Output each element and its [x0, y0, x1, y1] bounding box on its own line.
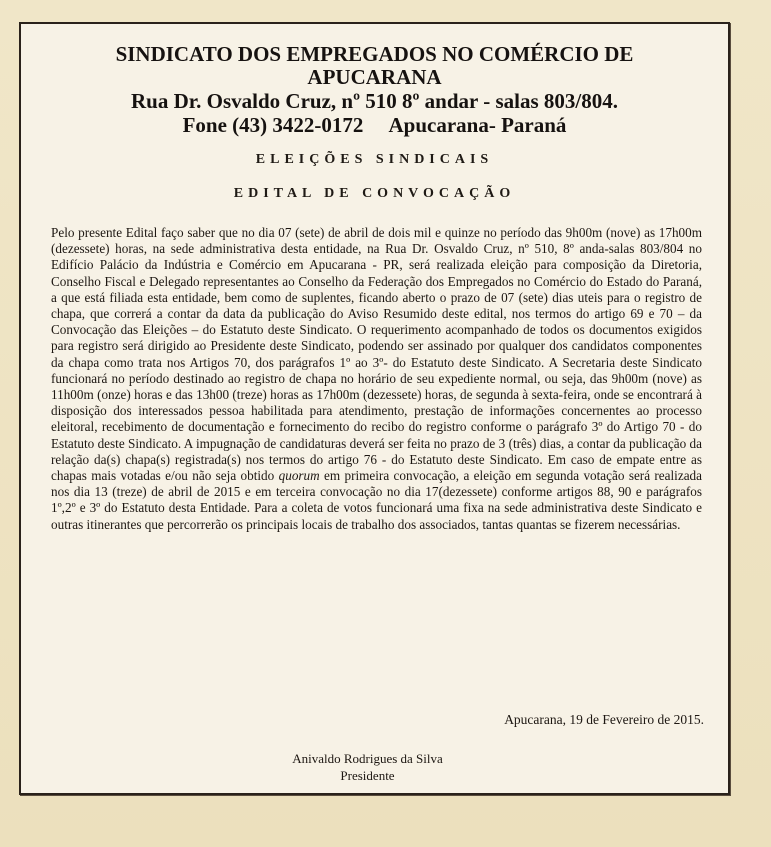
notice-box [19, 22, 730, 795]
union-phone-city: Fone (43) 3422-0172 Apucarana- Paraná [182, 113, 567, 137]
body-text-part2: em primeira convocação, a eleição em segunda votação será realizada nos dia 13 (treze) de abril de 2015 e em terceira convocação no dia 17(dezessete) conforme artigos 88, 90 e parágrafos 1º,2º e 3º do Estatuto desta Entidade. Para a coleta de votos funcionará uma fixa na sede administrativa deste Sindicato e outras itinerantes que percorrerão os principais locais de trabalho dos associados, tantas quantas se fizerem necessárias. [51, 468, 702, 532]
union-name-line2: APUCARANA [307, 65, 442, 89]
quorum-word: quorum [278, 468, 320, 484]
signer-name: Anivaldo Rodrigues da Silva [292, 751, 443, 766]
union-name-line1: SINDICATO DOS EMPREGADOS NO COMÉRCIO DE [115, 42, 634, 66]
notice-date: Apucarana, 19 de Fevereiro de 2015. [504, 712, 704, 727]
notice-body-text [51, 225, 702, 533]
section-heading-notice: EDITAL DE CONVOCAÇÃO [233, 186, 516, 201]
signer-role: Presidente [340, 768, 395, 783]
section-heading-elections: ELEIÇÕES SINDICAIS [255, 152, 494, 167]
union-address: Rua Dr. Osvaldo Cruz, nº 510 8º andar - salas 803/804. [130, 89, 618, 113]
body-text-part1: Pelo presente Edital faço saber que no dia 07 (sete) de abril de dois mil e quinze no período das 9h00m (nove) as 17h00m (dezessete) horas, na sede administrativa desta entidade, na Rua Dr. Osvaldo Cruz, nº 510, 8º anda-salas 803/804 no Edifício Palácio da Indústria e Comércio em Apucarana - PR, será realizada eleição para composição da Diretoria, Conselho Fiscal e Delegado representantes ao Conselho da Federação dos Empregados no Comércio do Estado do Paraná, a que está filiada esta entidade, bem como de suplentes, ficando aberto o prazo de 07 (sete) dias uteis para o registro de chapa, que correrá a contar da data da publicação do Aviso Resumido deste edital, nos termos do artigo 69 e 70 – da Convocação das Eleições – do Estatuto deste Sindicato. O requerimento acompanhado de todos os documentos exigidos para registro será dirigido ao Presidente deste Sindicato, podendo ser assinado por qualquer dos candidatos componentes da chapa como trata nos Artigos 70, dos parágrafos 1º ao 3º- do Estatuto deste Sindicato. A Secretaria deste Sindicato funcionará no período destinado ao registro de chapa no horário de seu expediente normal, ou seja, das 9h00m (nove) as 11h00m (onze) horas e das 13h00 (treze) horas as 17h00m (dezessete) horas, de segunda à sexta-feira, onde se encontrará à disposição dos interessados pessoa habilitada para atendimento, prestação de informações concernentes ao processo eleitoral, recebimento de documentação e fornecimento do recibo do registro conforme o parágrafo 3º do Artigo 70 - do Estatuto deste Sindicato. A impugnação de candidaturas deverá ser feita no prazo de 3 (três) dias, a contar da publicação da relação da(s) chapa(s) registrada(s) nos termos do artigo 76 - do Estatuto deste Sindicato. Em caso de empate entre as chapas mais votadas e/ou não seja obtido [51, 225, 702, 484]
